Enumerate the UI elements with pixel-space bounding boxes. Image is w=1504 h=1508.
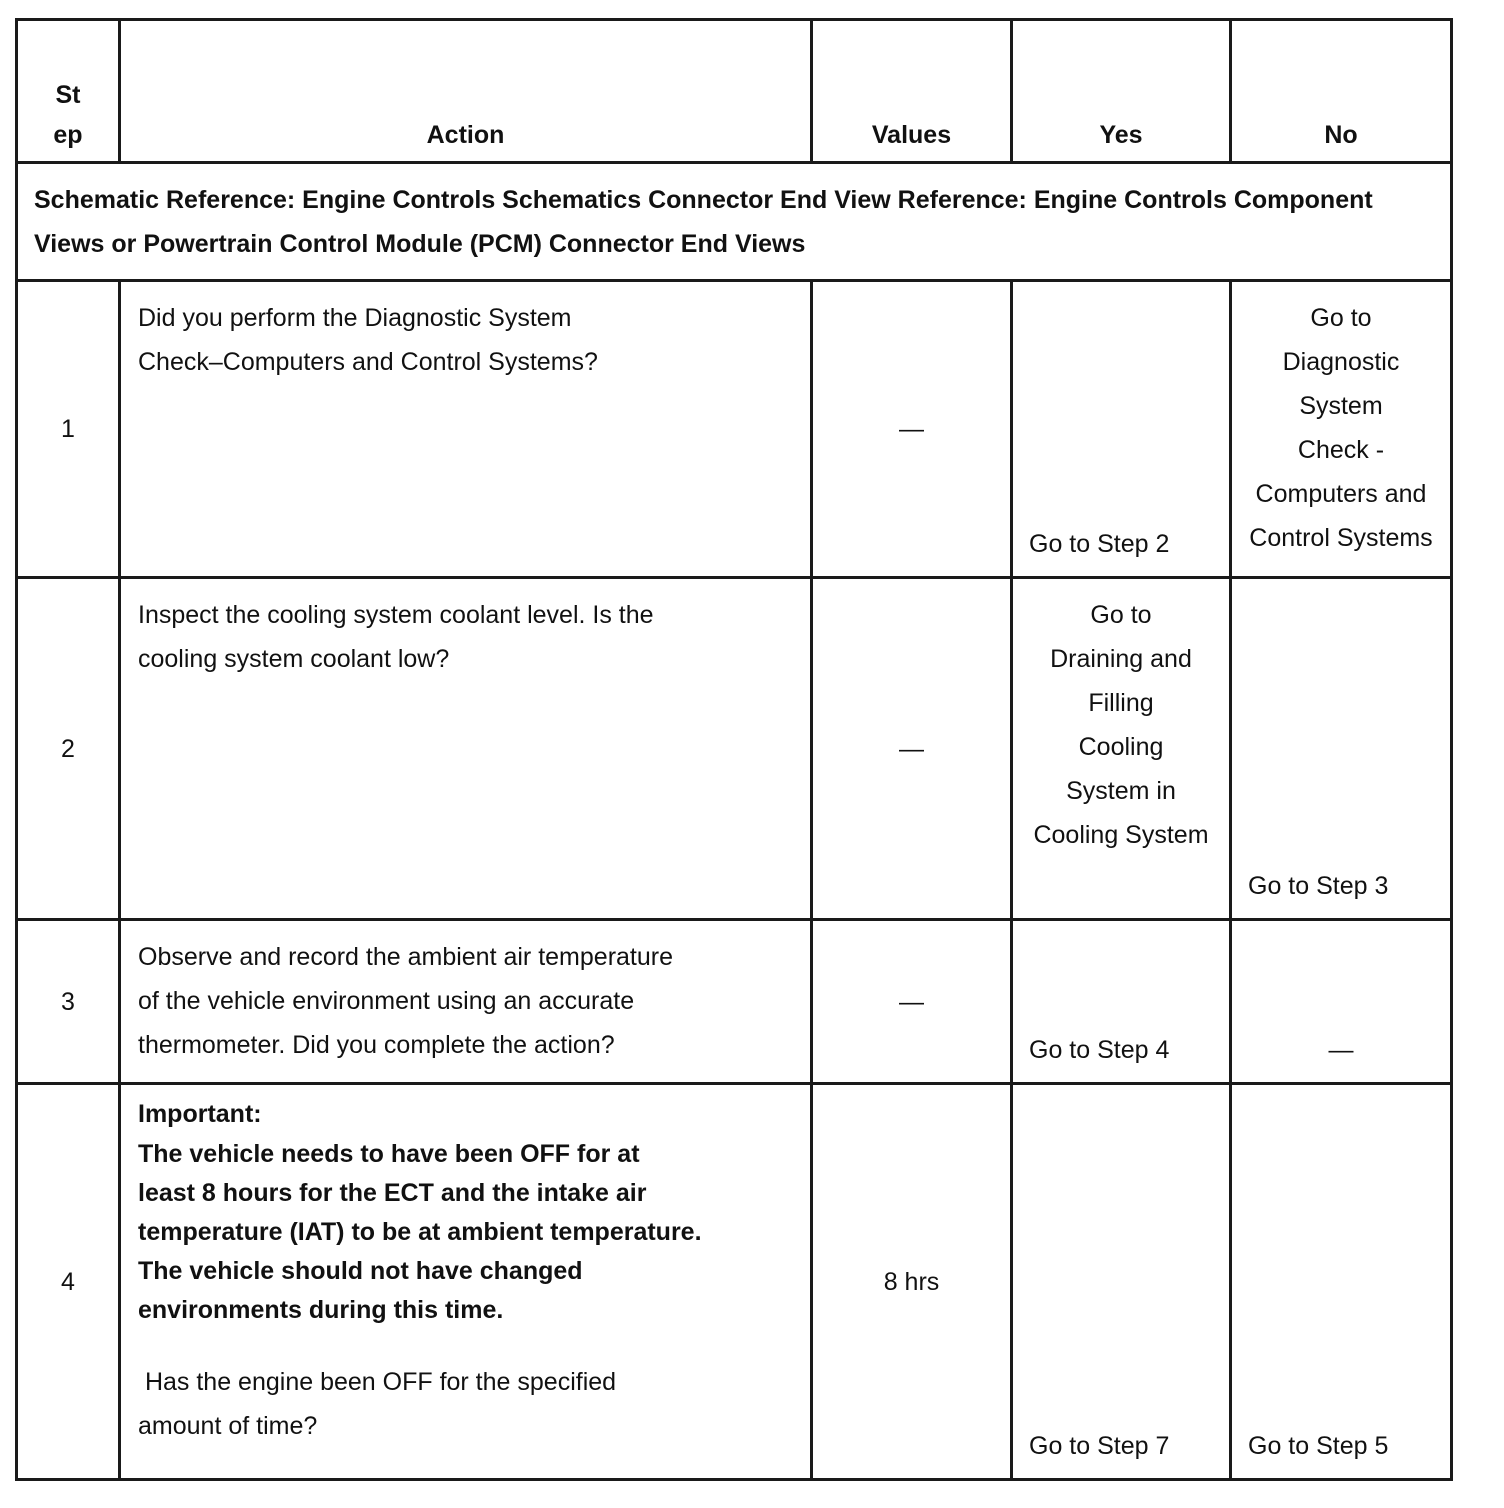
step-number: 1 bbox=[17, 281, 120, 578]
no-line: Computers and bbox=[1255, 480, 1427, 508]
no-line: Diagnostic bbox=[1282, 348, 1400, 376]
schematic-reference: Schematic Reference: Engine Controls Schematics Connector End View Reference: Engine Controls Component Views or Powertrain Control Module (PCM) Connector End Views bbox=[17, 163, 1452, 281]
yes-link[interactable] bbox=[1012, 578, 1231, 920]
table-row bbox=[17, 1084, 1452, 1480]
header-no: No bbox=[1231, 20, 1452, 163]
header-action: Action bbox=[120, 20, 812, 163]
yes-line: Filling bbox=[1088, 689, 1154, 717]
no-line: System bbox=[1299, 392, 1383, 420]
header-step bbox=[17, 20, 120, 163]
question-line: Has the engine been OFF for the specified bbox=[138, 1368, 617, 1396]
no-line: Check - bbox=[1297, 436, 1385, 464]
no-cell: — bbox=[1231, 920, 1452, 1084]
table-row bbox=[17, 281, 1452, 578]
yes-line: System in bbox=[1066, 777, 1176, 805]
no-link[interactable] bbox=[1231, 281, 1452, 578]
yes-link[interactable]: Go to Step 4 bbox=[1012, 920, 1231, 1084]
important-note bbox=[138, 1099, 770, 1330]
values-cell: — bbox=[812, 281, 1012, 578]
table-row bbox=[17, 920, 1452, 1084]
important-line: The vehicle should not have changed bbox=[138, 1257, 583, 1285]
no-line: Go to bbox=[1310, 304, 1372, 332]
important-line: environments during this time. bbox=[138, 1296, 504, 1324]
action-line: of the vehicle environment using an accurate bbox=[138, 987, 635, 1015]
schematic-reference-row bbox=[17, 163, 1452, 281]
header-yes: Yes bbox=[1012, 20, 1231, 163]
header-step-line-2: ep bbox=[53, 121, 83, 149]
yes-link[interactable]: Go to Step 7 bbox=[1012, 1084, 1231, 1480]
values-cell: — bbox=[812, 920, 1012, 1084]
action-line: cooling system coolant low? bbox=[138, 645, 450, 673]
yes-line: Cooling bbox=[1078, 733, 1164, 761]
header-row bbox=[17, 20, 1452, 163]
action-cell bbox=[120, 1084, 812, 1480]
action-line: Observe and record the ambient air temperature bbox=[138, 943, 673, 971]
yes-line: Draining and bbox=[1050, 645, 1192, 673]
diagnostic-table bbox=[15, 18, 1453, 1481]
no-link[interactable]: Go to Step 5 bbox=[1231, 1084, 1452, 1480]
question bbox=[138, 1360, 770, 1448]
action-cell bbox=[120, 920, 812, 1084]
header-step-line-1: St bbox=[55, 81, 81, 109]
important-line: The vehicle needs to have been OFF for at bbox=[138, 1140, 640, 1168]
question-line: amount of time? bbox=[138, 1412, 318, 1440]
yes-line: Go to bbox=[1090, 601, 1152, 629]
header-values: Values bbox=[812, 20, 1012, 163]
action-line: Check–Computers and Control Systems? bbox=[138, 348, 598, 376]
step-number: 3 bbox=[17, 920, 120, 1084]
action-line: Did you perform the Diagnostic System bbox=[138, 304, 572, 332]
step-number: 4 bbox=[17, 1084, 120, 1480]
yes-line: Cooling System bbox=[1033, 821, 1209, 849]
action-cell bbox=[120, 578, 812, 920]
important-line: least 8 hours for the ECT and the intake air bbox=[138, 1179, 647, 1207]
values-cell: — bbox=[812, 578, 1012, 920]
action-cell bbox=[120, 281, 812, 578]
important-line: temperature (IAT) to be at ambient temperature. bbox=[138, 1218, 702, 1246]
yes-link[interactable]: Go to Step 2 bbox=[1012, 281, 1231, 578]
values-cell: 8 hrs bbox=[812, 1084, 1012, 1480]
action-line: Inspect the cooling system coolant level. Is the bbox=[138, 601, 654, 629]
no-link[interactable]: Go to Step 3 bbox=[1231, 578, 1452, 920]
important-label: Important: bbox=[138, 1100, 262, 1128]
step-number: 2 bbox=[17, 578, 120, 920]
action-line: thermometer. Did you complete the action? bbox=[138, 1031, 615, 1059]
no-line: Control Systems bbox=[1249, 524, 1433, 552]
table-row bbox=[17, 578, 1452, 920]
